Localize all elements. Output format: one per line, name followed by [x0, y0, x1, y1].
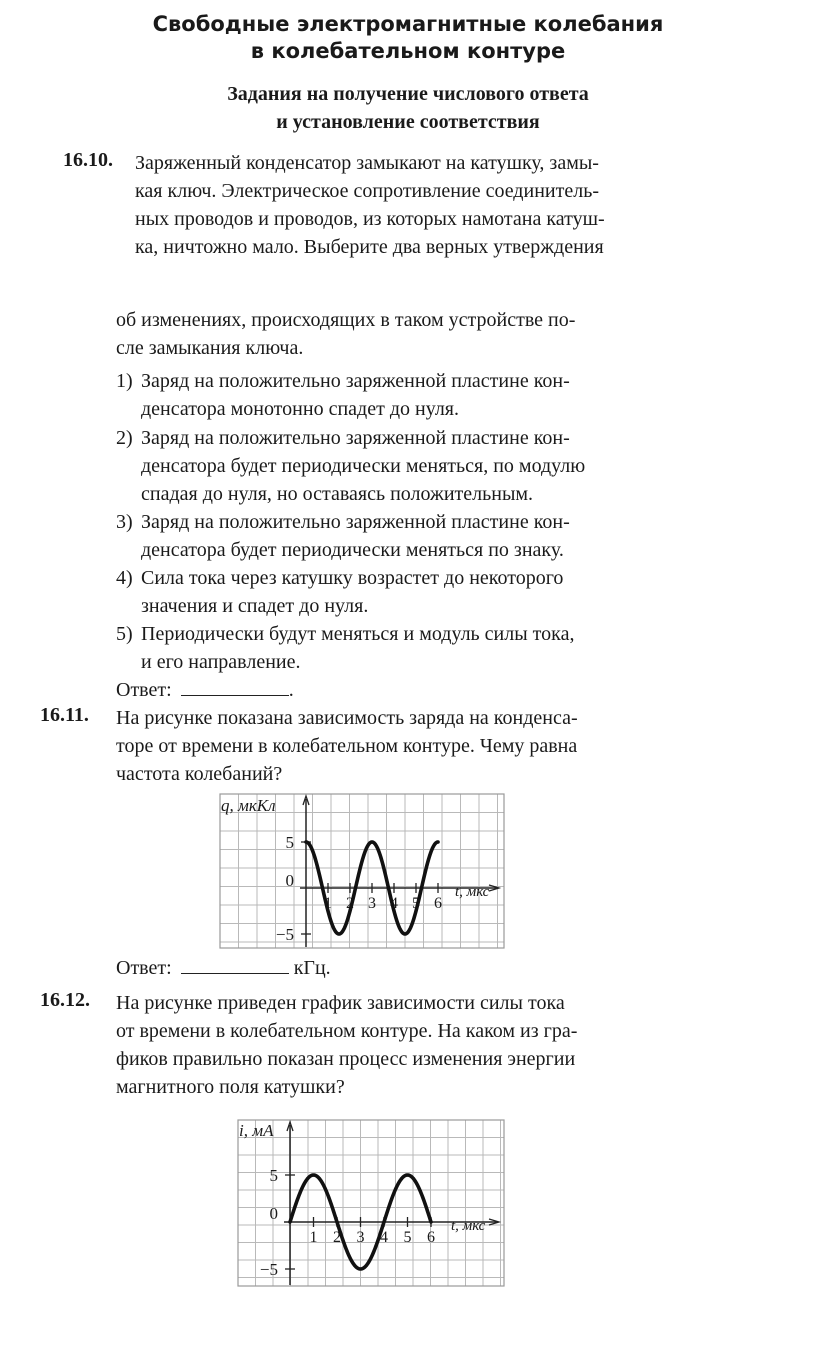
data-point — [312, 1174, 314, 1176]
page-title: Свободные электромагнитные колебания — [152, 12, 664, 36]
answer-label: Ответ: — [116, 957, 172, 979]
data-point — [429, 854, 431, 856]
option-text: денсатора будет периодически меняться по знаку. — [141, 539, 564, 561]
x-tick-label: 1 — [309, 1229, 318, 1246]
task-text-line: кая ключ. Электрическое сопротивление соединитель- — [135, 180, 599, 202]
y-tick-label: −5 — [275, 925, 294, 944]
data-point — [346, 919, 348, 921]
data-point — [437, 841, 439, 843]
option-text: денсатора будет периодически меняться, по модулю — [141, 455, 586, 477]
current-vs-time-chart — [237, 1119, 505, 1287]
y-tick-label: 5 — [285, 833, 294, 852]
y-tick-label: 0 — [269, 1204, 278, 1223]
data-point — [363, 854, 365, 856]
x-tick-label: 3 — [368, 895, 376, 912]
data-point — [336, 1221, 338, 1223]
y-tick-label: 5 — [269, 1166, 278, 1185]
x-tick-label: 2 — [333, 1229, 341, 1246]
task-number: 16.10. — [63, 149, 113, 171]
data-point — [321, 887, 323, 889]
data-point — [338, 933, 340, 935]
task-text-line: торе от времени в колебательном контуре. Чему равна — [116, 735, 578, 757]
option-number: 1) — [116, 370, 133, 392]
option-text: Заряд на положительно заряженной пластине кон- — [141, 427, 570, 449]
answer-row — [116, 676, 294, 704]
chart-border — [220, 794, 504, 948]
data-point — [354, 887, 356, 889]
section-subtitle-line2: и установление соответствия — [276, 111, 540, 133]
y-axis-label: q, мкКл — [221, 796, 276, 815]
data-point — [387, 887, 389, 889]
x-tick-label: 3 — [356, 1229, 365, 1246]
data-point — [348, 1254, 350, 1256]
task-text-line: от времени в колебательном контуре. На каком из гра- — [116, 1020, 578, 1042]
x-axis-label: t, мкс — [455, 884, 490, 900]
option-text: Периодически будут меняться и модуль силы тока, — [141, 623, 575, 645]
data-point — [412, 919, 414, 921]
data-point — [430, 1221, 432, 1223]
task-text-line: об изменениях, происходящих в таком устройстве по- — [116, 309, 576, 331]
data-point — [324, 1188, 326, 1190]
answer-label: Ответ: — [116, 679, 172, 701]
x-tick-label: 6 — [427, 1229, 435, 1246]
data-point — [420, 887, 422, 889]
data-point — [379, 854, 381, 856]
answer-blank[interactable] — [181, 679, 289, 696]
task-text-line: ка, ничтожно мало. Выберите два верных утверждения — [135, 236, 604, 258]
answer-suffix: . — [288, 679, 294, 701]
task-text-line: На рисунке показана зависимость заряда на конденса- — [116, 707, 578, 729]
x-tick-label: 4 — [380, 1229, 388, 1246]
task-number: 16.11. — [40, 704, 89, 726]
option-text: денсатора монотонно спадет до нуля. — [141, 398, 459, 420]
answer-blank[interactable] — [181, 957, 289, 974]
option-text: и его направление. — [141, 651, 301, 673]
y-axis-label: i, мА — [239, 1121, 274, 1140]
data-point — [359, 1268, 361, 1270]
task-text-line: частота колебаний? — [116, 763, 283, 785]
option-number: 3) — [116, 511, 133, 533]
data-point — [289, 1221, 291, 1223]
y-tick-label: −5 — [259, 1260, 278, 1279]
x-tick-label: 2 — [346, 895, 354, 912]
data-point — [301, 1188, 303, 1190]
task-text-line: сле замыкания ключа. — [116, 337, 304, 359]
option-number: 5) — [116, 623, 133, 645]
option-text: Сила тока через катушку возрастет до некоторого — [141, 567, 564, 589]
option-text: Заряд на положительно заряженной пластине кон- — [141, 370, 570, 392]
data-point — [396, 919, 398, 921]
task-text-line: магнитного поля катушки? — [116, 1076, 345, 1098]
data-point — [313, 854, 315, 856]
x-tick-label: 5 — [412, 895, 420, 912]
option-number: 2) — [116, 427, 133, 449]
x-tick-label: 5 — [403, 1229, 412, 1246]
x-tick-label: 1 — [324, 895, 332, 912]
task-text-line: фиков правильно показан процесс изменения энергии — [116, 1048, 576, 1070]
task-number: 16.12. — [40, 989, 90, 1011]
option-text: значения и спадет до нуля. — [141, 595, 369, 617]
option-text: спадая до нуля, но оставаясь положительным. — [141, 483, 534, 505]
charge-vs-time-chart — [219, 793, 505, 949]
data-point — [404, 933, 406, 935]
data-point — [371, 1254, 373, 1256]
data-point — [305, 841, 307, 843]
data-point — [395, 1188, 397, 1190]
page-title-line2: в колебательном контуре — [250, 39, 566, 63]
data-point — [406, 1174, 408, 1176]
task-text-line: Заряженный конденсатор замыкают на катушку, замы- — [135, 152, 599, 174]
task-text-line: На рисунке приведен график зависимости силы тока — [116, 992, 565, 1014]
data-point — [371, 841, 373, 843]
x-axis-label: t, мкс — [451, 1218, 486, 1234]
y-tick-label: 0 — [285, 871, 294, 890]
task-text-line: ных проводов и проводов, из которых намотана катуш- — [135, 208, 605, 230]
section-subtitle: Задания на получение числового ответа — [227, 83, 589, 105]
option-text: Заряд на положительно заряженной пластине кон- — [141, 511, 570, 533]
data-point — [330, 919, 332, 921]
x-tick-label: 6 — [434, 895, 442, 912]
x-tick-label: 4 — [390, 895, 398, 912]
answer-unit: кГц. — [293, 957, 331, 979]
option-number: 4) — [116, 567, 133, 589]
data-point — [418, 1188, 420, 1190]
data-point — [383, 1221, 385, 1223]
answer-row — [116, 954, 331, 982]
